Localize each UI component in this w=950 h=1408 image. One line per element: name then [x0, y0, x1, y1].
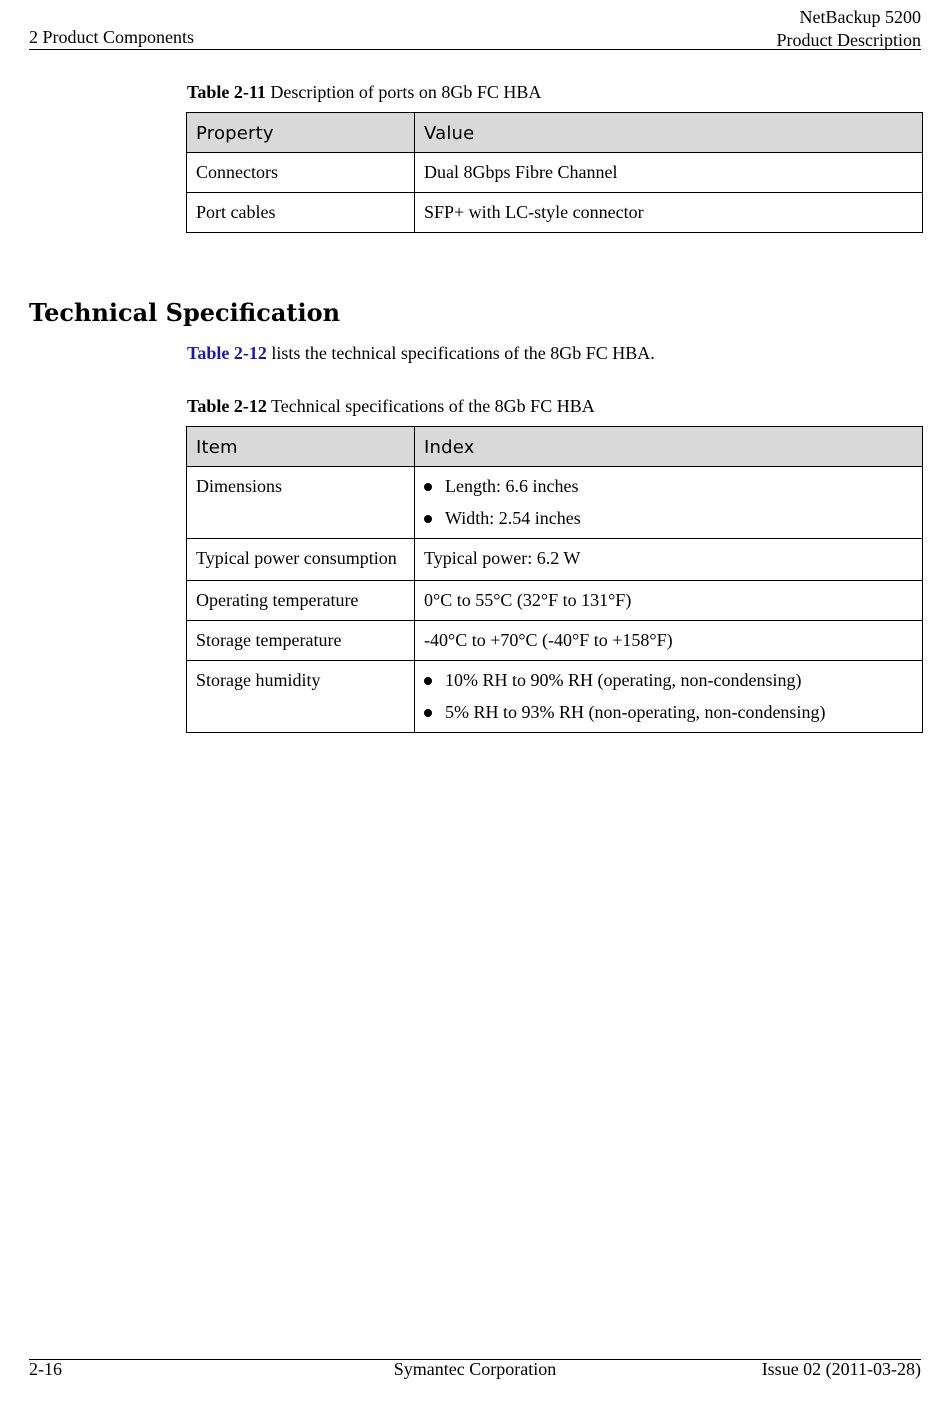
intro-text: lists the technical specifications of the 8Gb FC HBA. [266, 343, 655, 363]
list-item: Length: 6.6 inches [424, 475, 913, 498]
chapter-title: 2 Product Components [29, 27, 194, 47]
bullet-list [424, 669, 913, 724]
company-name: Symantec Corporation [393, 1359, 557, 1379]
list-item: Width: 2.54 inches [424, 507, 913, 530]
issue-info: Issue 02 (2011-03-28) [761, 1359, 921, 1379]
item-cell: Operating temperature [187, 581, 415, 621]
column-header-item: Item [187, 427, 415, 467]
item-cell: Storage humidity [187, 661, 415, 733]
doc-type: Product Description [776, 30, 921, 50]
page-number: 2-16 [29, 1359, 62, 1379]
item-cell: Storage temperature [187, 621, 415, 661]
index-cell [415, 661, 923, 733]
column-header-value: Value [415, 113, 923, 153]
column-header-property: Property [187, 113, 415, 153]
table-2-12-caption [187, 396, 595, 417]
table-2-12-link[interactable]: Table 2-12 [187, 343, 267, 363]
index-cell: Typical power: 6.2 W [415, 539, 923, 581]
item-cell: Dimensions [187, 467, 415, 539]
table-row [187, 539, 923, 581]
property-cell: Connectors [187, 153, 415, 193]
table-row [187, 621, 923, 661]
table-2-11-caption [187, 82, 541, 103]
table-2-11-caption-text: Description of ports on 8Gb FC HBA [265, 82, 542, 102]
table-row [187, 661, 923, 733]
table-row [187, 193, 923, 233]
header-divider [29, 49, 921, 50]
table-row [187, 153, 923, 193]
ports-table [186, 112, 923, 233]
index-cell: -40°C to +70°C (-40°F to +158°F) [415, 621, 923, 661]
product-name: NetBackup 5200 [799, 7, 921, 27]
bullet-list [424, 475, 913, 530]
property-cell: Port cables [187, 193, 415, 233]
list-item: 5% RH to 93% RH (non-operating, non-condensing) [424, 701, 913, 724]
list-item: 10% RH to 90% RH (operating, non-condensing) [424, 669, 913, 692]
item-cell: Typical power consumption [187, 539, 415, 581]
table-2-12-caption-text: Technical specifications of the 8Gb FC HBA [266, 396, 595, 416]
document-title [777, 6, 921, 52]
table-header-row [187, 427, 923, 467]
value-cell: Dual 8Gbps Fibre Channel [415, 153, 923, 193]
value-cell: SFP+ with LC-style connector [415, 193, 923, 233]
table-2-12-label: Table 2-12 [187, 396, 267, 416]
table-header-row [187, 113, 923, 153]
table-row [187, 467, 923, 539]
table-row [187, 581, 923, 621]
column-header-index: Index [415, 427, 923, 467]
index-cell [415, 467, 923, 539]
section-intro [187, 343, 655, 364]
specs-table [186, 426, 923, 733]
section-heading: Technical Specification [29, 298, 341, 327]
table-2-11-label: Table 2-11 [187, 82, 266, 102]
index-cell: 0°C to 55°C (32°F to 131°F) [415, 581, 923, 621]
